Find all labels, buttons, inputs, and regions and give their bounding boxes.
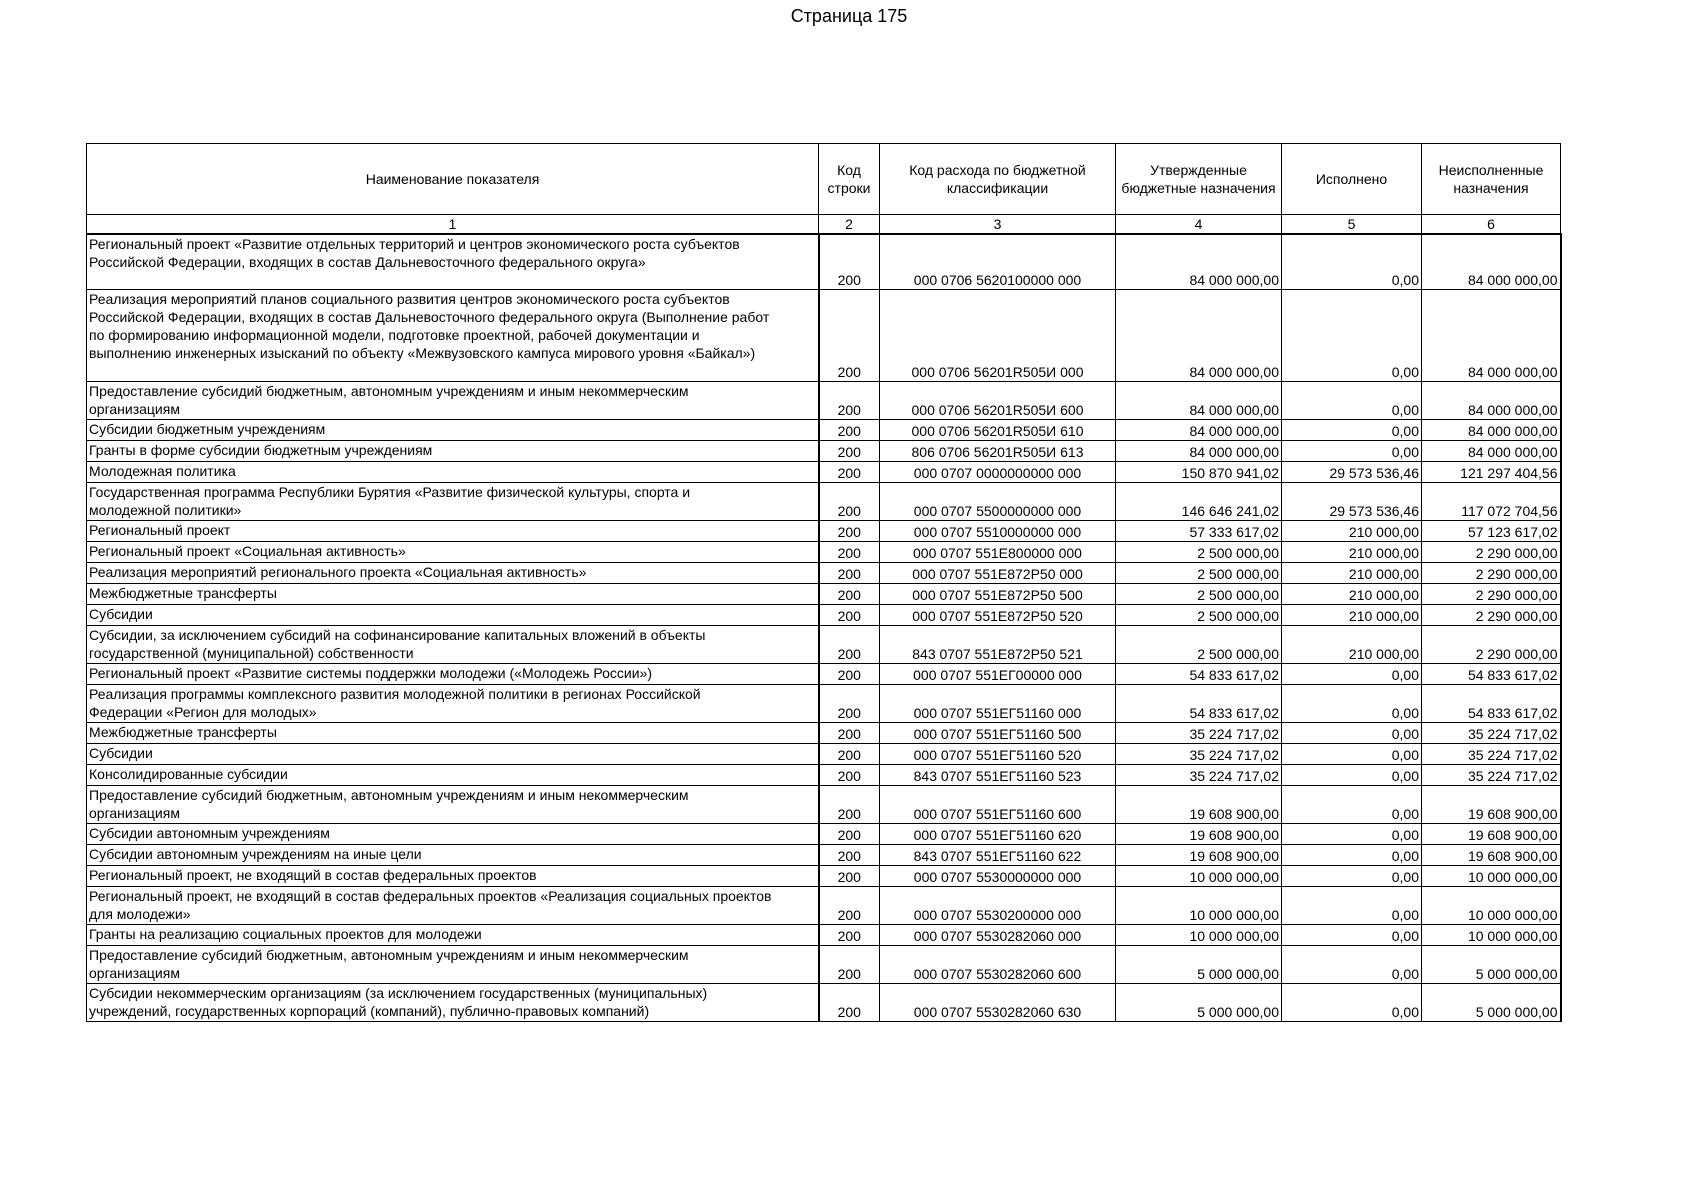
row-executed: 0,00 bbox=[1282, 381, 1422, 419]
row-approved: 84 000 000,00 bbox=[1116, 440, 1282, 461]
row-name: Субсидии, за исключением субсидий на софинансирование капитальных вложений в объекты государственной (муниципальной) собственности bbox=[87, 625, 819, 663]
row-approved: 35 224 717,02 bbox=[1116, 722, 1282, 743]
row-code: 200 bbox=[819, 419, 880, 440]
row-approved: 10 000 000,00 bbox=[1116, 924, 1282, 945]
row-approved: 2 500 000,00 bbox=[1116, 583, 1282, 604]
row-code: 200 bbox=[819, 440, 880, 461]
row-budget-code: 000 0707 551E872P50 520 bbox=[880, 604, 1116, 625]
row-code: 200 bbox=[819, 924, 880, 945]
row-name: Гранты на реализацию социальных проектов для молодежи bbox=[87, 924, 819, 945]
row-unexecuted: 84 000 000,00 bbox=[1422, 381, 1561, 419]
row-approved: 54 833 617,02 bbox=[1116, 684, 1282, 722]
row-budget-code: 000 0707 551ЕГ51160 000 bbox=[880, 684, 1116, 722]
row-name: Реализация мероприятий планов социального развития центров экономического роста субъектов Российской Федерации, входящих в состав Дальневосточного федерального округа (Выполнение работ по формированию информационной модели, подготовке проектной, рабочей документации и выполнению инженерных изысканий по объекту «Межвузовского кампуса мирового уровня «Байкал») bbox=[87, 289, 819, 381]
table-row bbox=[87, 541, 1561, 562]
row-code: 200 bbox=[819, 945, 880, 983]
column-number: 2 bbox=[819, 215, 880, 235]
table-row bbox=[87, 562, 1561, 583]
row-executed: 0,00 bbox=[1282, 945, 1422, 983]
row-name: Межбюджетные трансферты bbox=[87, 583, 819, 604]
table-row bbox=[87, 865, 1561, 886]
column-numbers-row bbox=[87, 215, 1561, 235]
row-budget-code: 000 0707 5530200000 000 bbox=[880, 886, 1116, 924]
row-unexecuted: 84 000 000,00 bbox=[1422, 440, 1561, 461]
row-executed: 29 573 536,46 bbox=[1282, 482, 1422, 520]
row-approved: 84 000 000,00 bbox=[1116, 419, 1282, 440]
row-approved: 10 000 000,00 bbox=[1116, 865, 1282, 886]
row-budget-code: 843 0707 551E872P50 521 bbox=[880, 625, 1116, 663]
row-executed: 0,00 bbox=[1282, 684, 1422, 722]
table-row bbox=[87, 604, 1561, 625]
row-code: 200 bbox=[819, 583, 880, 604]
row-approved: 5 000 000,00 bbox=[1116, 945, 1282, 983]
row-unexecuted: 117 072 704,56 bbox=[1422, 482, 1561, 520]
row-budget-code: 000 0707 551ЕГ00000 000 bbox=[880, 663, 1116, 684]
row-code: 200 bbox=[819, 604, 880, 625]
report-table bbox=[86, 143, 1562, 1022]
row-budget-code: 000 0706 56201R505И 000 bbox=[880, 289, 1116, 381]
row-executed: 0,00 bbox=[1282, 924, 1422, 945]
table-row bbox=[87, 983, 1561, 1021]
table-row bbox=[87, 743, 1561, 764]
row-code: 200 bbox=[819, 562, 880, 583]
row-approved: 35 224 717,02 bbox=[1116, 764, 1282, 785]
row-unexecuted: 84 000 000,00 bbox=[1422, 289, 1561, 381]
row-name: Региональный проект, не входящий в состав федеральных проектов «Реализация социальных проектов для молодежи» bbox=[87, 886, 819, 924]
row-executed: 0,00 bbox=[1282, 844, 1422, 865]
row-name: Региональный проект «Развитие отдельных территорий и центров экономического роста субъектов Российской Федерации, входящих в состав Дальневосточного федерального округа» bbox=[87, 234, 819, 289]
row-unexecuted: 5 000 000,00 bbox=[1422, 983, 1561, 1021]
row-unexecuted: 35 224 717,02 bbox=[1422, 743, 1561, 764]
row-approved: 19 608 900,00 bbox=[1116, 785, 1282, 823]
table-row bbox=[87, 785, 1561, 823]
row-unexecuted: 35 224 717,02 bbox=[1422, 764, 1561, 785]
row-unexecuted: 54 833 617,02 bbox=[1422, 684, 1561, 722]
row-approved: 5 000 000,00 bbox=[1116, 983, 1282, 1021]
table-row bbox=[87, 482, 1561, 520]
row-code: 200 bbox=[819, 823, 880, 844]
row-budget-code: 000 0707 5530000000 000 bbox=[880, 865, 1116, 886]
row-code: 200 bbox=[819, 743, 880, 764]
row-executed: 0,00 bbox=[1282, 764, 1422, 785]
row-name: Консолидированные субсидии bbox=[87, 764, 819, 785]
row-unexecuted: 10 000 000,00 bbox=[1422, 924, 1561, 945]
row-executed: 210 000,00 bbox=[1282, 520, 1422, 541]
row-code: 200 bbox=[819, 234, 880, 289]
row-name: Гранты в форме субсидии бюджетным учреждениям bbox=[87, 440, 819, 461]
row-code: 200 bbox=[819, 886, 880, 924]
row-budget-code: 843 0707 551ЕГ51160 523 bbox=[880, 764, 1116, 785]
row-unexecuted: 57 123 617,02 bbox=[1422, 520, 1561, 541]
table-row bbox=[87, 823, 1561, 844]
table-row bbox=[87, 684, 1561, 722]
row-unexecuted: 2 290 000,00 bbox=[1422, 562, 1561, 583]
table-body bbox=[87, 234, 1561, 1021]
row-name: Предоставление субсидий бюджетным, автономным учреждениям и иным некоммерческим организациям bbox=[87, 381, 819, 419]
table-row bbox=[87, 886, 1561, 924]
row-unexecuted: 35 224 717,02 bbox=[1422, 722, 1561, 743]
row-unexecuted: 5 000 000,00 bbox=[1422, 945, 1561, 983]
row-name: Предоставление субсидий бюджетным, автономным учреждениям и иным некоммерческим организациям bbox=[87, 785, 819, 823]
table-row bbox=[87, 381, 1561, 419]
table-row bbox=[87, 764, 1561, 785]
table-row bbox=[87, 663, 1561, 684]
row-name: Региональный проект bbox=[87, 520, 819, 541]
row-approved: 2 500 000,00 bbox=[1116, 604, 1282, 625]
row-code: 200 bbox=[819, 684, 880, 722]
row-code: 200 bbox=[819, 625, 880, 663]
column-number: 1 bbox=[87, 215, 819, 235]
row-executed: 0,00 bbox=[1282, 743, 1422, 764]
row-code: 200 bbox=[819, 785, 880, 823]
row-code: 200 bbox=[819, 520, 880, 541]
header-name: Наименование показателя bbox=[87, 144, 819, 215]
row-name: Субсидии автономным учреждениям bbox=[87, 823, 819, 844]
row-name: Субсидии автономным учреждениям на иные цели bbox=[87, 844, 819, 865]
row-approved: 19 608 900,00 bbox=[1116, 823, 1282, 844]
row-name: Региональный проект «Развитие системы поддержки молодежи («Молодежь России») bbox=[87, 663, 819, 684]
row-code: 200 bbox=[819, 764, 880, 785]
row-code: 200 bbox=[819, 381, 880, 419]
row-executed: 210 000,00 bbox=[1282, 562, 1422, 583]
row-code: 200 bbox=[819, 461, 880, 482]
row-name: Субсидии бюджетным учреждениям bbox=[87, 419, 819, 440]
row-code: 200 bbox=[819, 541, 880, 562]
row-budget-code: 000 0707 5530282060 600 bbox=[880, 945, 1116, 983]
column-number: 3 bbox=[880, 215, 1116, 235]
row-approved: 2 500 000,00 bbox=[1116, 562, 1282, 583]
row-budget-code: 843 0707 551ЕГ51160 622 bbox=[880, 844, 1116, 865]
row-budget-code: 000 0707 5530282060 630 bbox=[880, 983, 1116, 1021]
row-executed: 210 000,00 bbox=[1282, 583, 1422, 604]
row-approved: 35 224 717,02 bbox=[1116, 743, 1282, 764]
row-executed: 29 573 536,46 bbox=[1282, 461, 1422, 482]
row-approved: 2 500 000,00 bbox=[1116, 541, 1282, 562]
row-executed: 0,00 bbox=[1282, 234, 1422, 289]
table-row bbox=[87, 583, 1561, 604]
header-row bbox=[87, 144, 1561, 215]
table-row bbox=[87, 461, 1561, 482]
row-executed: 0,00 bbox=[1282, 886, 1422, 924]
row-unexecuted: 19 608 900,00 bbox=[1422, 785, 1561, 823]
row-budget-code: 000 0707 551ЕГ51160 520 bbox=[880, 743, 1116, 764]
row-unexecuted: 54 833 617,02 bbox=[1422, 663, 1561, 684]
page-title: Страница 175 bbox=[790, 6, 908, 26]
row-unexecuted: 84 000 000,00 bbox=[1422, 419, 1561, 440]
table-row bbox=[87, 924, 1561, 945]
row-approved: 19 608 900,00 bbox=[1116, 844, 1282, 865]
row-approved: 84 000 000,00 bbox=[1116, 234, 1282, 289]
header-executed: Исполнено bbox=[1282, 144, 1422, 215]
table-row bbox=[87, 440, 1561, 461]
row-budget-code: 000 0707 551ЕГ51160 500 bbox=[880, 722, 1116, 743]
column-number: 6 bbox=[1422, 215, 1561, 235]
row-approved: 57 333 617,02 bbox=[1116, 520, 1282, 541]
row-name: Субсидии bbox=[87, 743, 819, 764]
row-code: 200 bbox=[819, 482, 880, 520]
row-code: 200 bbox=[819, 289, 880, 381]
header-budget-code: Код расхода по бюджетной классификации bbox=[880, 144, 1116, 215]
row-unexecuted: 2 290 000,00 bbox=[1422, 625, 1561, 663]
row-budget-code: 000 0706 56201R505И 610 bbox=[880, 419, 1116, 440]
row-budget-code: 000 0707 551ЕГ51160 600 bbox=[880, 785, 1116, 823]
row-budget-code: 000 0706 56201R505И 600 bbox=[880, 381, 1116, 419]
header-unexecuted: Неисполненные назначения bbox=[1422, 144, 1561, 215]
column-number: 5 bbox=[1282, 215, 1422, 235]
row-executed: 0,00 bbox=[1282, 440, 1422, 461]
row-unexecuted: 84 000 000,00 bbox=[1422, 234, 1561, 289]
row-name: Реализация программы комплексного развития молодежной политики в регионах Российской Федерации «Регион для молодых» bbox=[87, 684, 819, 722]
row-unexecuted: 19 608 900,00 bbox=[1422, 823, 1561, 844]
row-code: 200 bbox=[819, 722, 880, 743]
header-approved: Утвержденные бюджетные назначения bbox=[1116, 144, 1282, 215]
row-budget-code: 806 0706 56201R505И 613 bbox=[880, 440, 1116, 461]
header-row-code: Код строки bbox=[819, 144, 880, 215]
row-name: Региональный проект «Социальная активность» bbox=[87, 541, 819, 562]
table-row bbox=[87, 844, 1561, 865]
row-unexecuted: 10 000 000,00 bbox=[1422, 865, 1561, 886]
row-name: Субсидии некоммерческим организациям (за исключением государственных (муниципальных) учреждений, государственных корпораций (компаний), публично-правовых компаний) bbox=[87, 983, 819, 1021]
row-budget-code: 000 0707 551E872P50 500 bbox=[880, 583, 1116, 604]
row-name: Государственная программа Республики Бурятия «Развитие физической культуры, спорта и молодежной политики» bbox=[87, 482, 819, 520]
table-row bbox=[87, 520, 1561, 541]
row-unexecuted: 2 290 000,00 bbox=[1422, 583, 1561, 604]
row-budget-code: 000 0707 5500000000 000 bbox=[880, 482, 1116, 520]
row-code: 200 bbox=[819, 844, 880, 865]
row-code: 200 bbox=[819, 983, 880, 1021]
row-budget-code: 000 0707 5510000000 000 bbox=[880, 520, 1116, 541]
table-row bbox=[87, 722, 1561, 743]
row-executed: 210 000,00 bbox=[1282, 625, 1422, 663]
row-budget-code: 000 0707 551E800000 000 bbox=[880, 541, 1116, 562]
row-executed: 0,00 bbox=[1282, 289, 1422, 381]
table-row bbox=[87, 625, 1561, 663]
row-executed: 210 000,00 bbox=[1282, 541, 1422, 562]
row-unexecuted: 19 608 900,00 bbox=[1422, 844, 1561, 865]
row-approved: 84 000 000,00 bbox=[1116, 381, 1282, 419]
row-executed: 0,00 bbox=[1282, 785, 1422, 823]
row-unexecuted: 121 297 404,56 bbox=[1422, 461, 1561, 482]
row-executed: 0,00 bbox=[1282, 823, 1422, 844]
table-row bbox=[87, 234, 1561, 289]
table-row bbox=[87, 945, 1561, 983]
row-unexecuted: 2 290 000,00 bbox=[1422, 604, 1561, 625]
row-unexecuted: 10 000 000,00 bbox=[1422, 886, 1561, 924]
row-code: 200 bbox=[819, 865, 880, 886]
row-budget-code: 000 0707 551ЕГ51160 620 bbox=[880, 823, 1116, 844]
row-name: Межбюджетные трансферты bbox=[87, 722, 819, 743]
row-approved: 146 646 241,02 bbox=[1116, 482, 1282, 520]
row-name: Молодежная политика bbox=[87, 461, 819, 482]
row-name: Субсидии bbox=[87, 604, 819, 625]
row-code: 200 bbox=[819, 663, 880, 684]
row-budget-code: 000 0706 5620100000 000 bbox=[880, 234, 1116, 289]
row-executed: 0,00 bbox=[1282, 419, 1422, 440]
table-row bbox=[87, 419, 1561, 440]
row-executed: 0,00 bbox=[1282, 722, 1422, 743]
row-executed: 210 000,00 bbox=[1282, 604, 1422, 625]
row-approved: 54 833 617,02 bbox=[1116, 663, 1282, 684]
row-unexecuted: 2 290 000,00 bbox=[1422, 541, 1561, 562]
row-budget-code: 000 0707 551E872P50 000 bbox=[880, 562, 1116, 583]
row-budget-code: 000 0707 0000000000 000 bbox=[880, 461, 1116, 482]
table-row bbox=[87, 289, 1561, 381]
row-name: Региональный проект, не входящий в состав федеральных проектов bbox=[87, 865, 819, 886]
row-executed: 0,00 bbox=[1282, 983, 1422, 1021]
row-budget-code: 000 0707 5530282060 000 bbox=[880, 924, 1116, 945]
row-executed: 0,00 bbox=[1282, 663, 1422, 684]
row-approved: 150 870 941,02 bbox=[1116, 461, 1282, 482]
row-name: Реализация мероприятий регионального проекта «Социальная активность» bbox=[87, 562, 819, 583]
row-executed: 0,00 bbox=[1282, 865, 1422, 886]
row-approved: 10 000 000,00 bbox=[1116, 886, 1282, 924]
column-number: 4 bbox=[1116, 215, 1282, 235]
row-approved: 84 000 000,00 bbox=[1116, 289, 1282, 381]
row-name: Предоставление субсидий бюджетным, автономным учреждениям и иным некоммерческим организациям bbox=[87, 945, 819, 983]
row-approved: 2 500 000,00 bbox=[1116, 625, 1282, 663]
